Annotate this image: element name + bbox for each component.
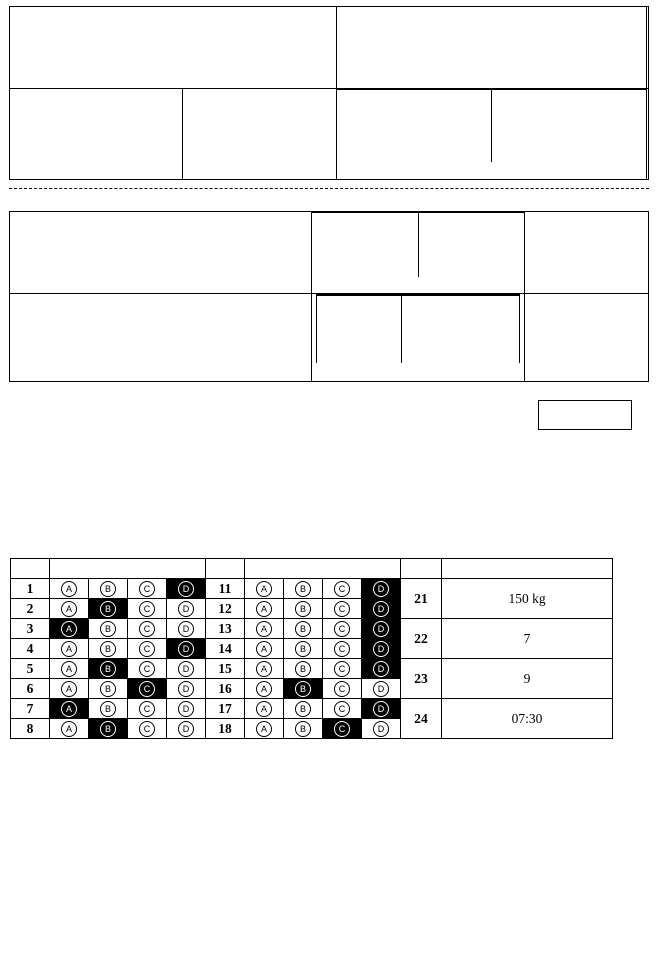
choice-cell-17-a[interactable] bbox=[245, 699, 284, 719]
choice-a-icon: A bbox=[256, 601, 272, 617]
choice-a-icon: A bbox=[61, 721, 77, 737]
choice-cell-3-b[interactable] bbox=[89, 619, 128, 639]
col-header-choice bbox=[50, 559, 206, 579]
choice-cell-4-a[interactable] bbox=[50, 639, 89, 659]
choice-cell-11-c[interactable] bbox=[323, 579, 362, 599]
question-number: 21 bbox=[401, 579, 442, 619]
choice-cell-18-a[interactable] bbox=[245, 719, 284, 739]
choice-cell-16-d[interactable] bbox=[362, 679, 401, 699]
choice-cell-13-b[interactable] bbox=[284, 619, 323, 639]
choice-cell-15-c[interactable] bbox=[323, 659, 362, 679]
choice-cell-3-d[interactable] bbox=[167, 619, 206, 639]
choice-a-icon: A bbox=[61, 681, 77, 697]
choice-c-icon: C bbox=[139, 701, 155, 717]
choice-c-icon: C bbox=[334, 581, 350, 597]
col-header-choice-2 bbox=[245, 559, 401, 579]
choice-cell-13-a[interactable] bbox=[245, 619, 284, 639]
choice-b-icon: B bbox=[295, 721, 311, 737]
choice-cell-18-d[interactable] bbox=[362, 719, 401, 739]
choice-d-icon: D bbox=[178, 721, 194, 737]
choice-cell-5-b[interactable] bbox=[89, 659, 128, 679]
choice-c-icon: C bbox=[334, 701, 350, 717]
choice-cell-7-d[interactable] bbox=[167, 699, 206, 719]
choice-cell-4-d[interactable] bbox=[167, 639, 206, 659]
sequence-number-box-2 bbox=[525, 294, 649, 382]
choice-cell-16-a[interactable] bbox=[245, 679, 284, 699]
question-number: 22 bbox=[401, 619, 442, 659]
proctor-signature-box bbox=[337, 89, 647, 180]
choice-c-icon: C bbox=[139, 601, 155, 617]
choice-cell-2-b[interactable] bbox=[89, 599, 128, 619]
table-row bbox=[11, 579, 613, 599]
choice-c-icon: C bbox=[334, 721, 350, 737]
question-number: 18 bbox=[206, 719, 245, 739]
choice-cell-15-b[interactable] bbox=[284, 659, 323, 679]
choice-cell-11-b[interactable] bbox=[284, 579, 323, 599]
question-number: 1 bbox=[11, 579, 50, 599]
choice-b-icon: B bbox=[100, 681, 116, 697]
choice-cell-14-d[interactable] bbox=[362, 639, 401, 659]
choice-c-icon: C bbox=[139, 661, 155, 677]
choice-d-icon: D bbox=[373, 581, 389, 597]
choice-cell-4-c[interactable] bbox=[128, 639, 167, 659]
choice-d-icon: D bbox=[178, 621, 194, 637]
choice-c-icon: C bbox=[139, 581, 155, 597]
choice-cell-12-d[interactable] bbox=[362, 599, 401, 619]
question-number: 8 bbox=[11, 719, 50, 739]
examiner-signature-box bbox=[312, 212, 525, 294]
choice-c-icon: C bbox=[139, 721, 155, 737]
choice-d-icon: D bbox=[178, 681, 194, 697]
choice-cell-6-b[interactable] bbox=[89, 679, 128, 699]
score-number bbox=[316, 295, 402, 363]
choice-a-icon: A bbox=[256, 681, 272, 697]
question-number: 7 bbox=[11, 699, 50, 719]
choice-d-icon: D bbox=[178, 701, 194, 717]
choice-cell-15-a[interactable] bbox=[245, 659, 284, 679]
choice-a-icon: A bbox=[61, 621, 77, 637]
question-number: 3 bbox=[11, 619, 50, 639]
sequence-number-box bbox=[647, 7, 649, 89]
question-number: 12 bbox=[206, 599, 245, 619]
choice-c-icon: C bbox=[334, 641, 350, 657]
choice-cell-12-b[interactable] bbox=[284, 599, 323, 619]
choice-cell-15-d[interactable] bbox=[362, 659, 401, 679]
question-number: 6 bbox=[11, 679, 50, 699]
choice-cell-13-d[interactable] bbox=[362, 619, 401, 639]
question-number: 16 bbox=[206, 679, 245, 699]
score-box bbox=[312, 294, 525, 382]
choice-cell-14-b[interactable] bbox=[284, 639, 323, 659]
choice-cell-3-c[interactable] bbox=[128, 619, 167, 639]
col-header-question-2 bbox=[206, 559, 245, 579]
choice-b-icon: B bbox=[295, 641, 311, 657]
choice-cell-13-c[interactable] bbox=[323, 619, 362, 639]
choice-cell-1-d[interactable] bbox=[167, 579, 206, 599]
choice-d-icon: D bbox=[373, 721, 389, 737]
choice-cell-8-a[interactable] bbox=[50, 719, 89, 739]
choice-cell-12-c[interactable] bbox=[323, 599, 362, 619]
choice-d-icon: D bbox=[178, 601, 194, 617]
choice-c-icon: C bbox=[334, 661, 350, 677]
choice-cell-1-c[interactable] bbox=[128, 579, 167, 599]
choice-cell-18-c[interactable] bbox=[323, 719, 362, 739]
question-number: 11 bbox=[206, 579, 245, 599]
question-number: 13 bbox=[206, 619, 245, 639]
choice-d-icon: D bbox=[373, 601, 389, 617]
candidate-number-box bbox=[183, 89, 336, 179]
answer-cell[interactable]: 150 kg bbox=[442, 579, 613, 619]
choice-c-icon: C bbox=[139, 621, 155, 637]
choice-d-icon: D bbox=[178, 581, 194, 597]
col-header-question-3 bbox=[401, 559, 442, 579]
choice-cell-17-b[interactable] bbox=[284, 699, 323, 719]
examiner-notes bbox=[10, 294, 312, 382]
choice-a-icon: A bbox=[61, 661, 77, 677]
choice-cell-6-d[interactable] bbox=[167, 679, 206, 699]
choice-b-icon: B bbox=[295, 581, 311, 597]
table-row bbox=[11, 699, 613, 719]
choice-a-icon: A bbox=[256, 621, 272, 637]
choice-b-icon: B bbox=[100, 721, 116, 737]
choice-d-icon: D bbox=[178, 661, 194, 677]
choice-b-icon: B bbox=[295, 701, 311, 717]
choice-d-icon: D bbox=[373, 621, 389, 637]
question-number: 4 bbox=[11, 639, 50, 659]
grading-table bbox=[9, 211, 649, 382]
choice-a-icon: A bbox=[256, 701, 272, 717]
choice-a-icon: A bbox=[256, 721, 272, 737]
choice-cell-16-b[interactable] bbox=[284, 679, 323, 699]
question-1 bbox=[10, 796, 650, 830]
exam-info bbox=[337, 7, 647, 89]
choice-cell-3-a[interactable] bbox=[50, 619, 89, 639]
choice-b-icon: B bbox=[295, 621, 311, 637]
choice-cell-6-c[interactable] bbox=[128, 679, 167, 699]
choice-a-icon: A bbox=[61, 701, 77, 717]
choice-cell-1-a[interactable] bbox=[50, 579, 89, 599]
choice-cell-6-a[interactable] bbox=[50, 679, 89, 699]
question-number: 15 bbox=[206, 659, 245, 679]
choice-a-icon: A bbox=[256, 641, 272, 657]
table-row bbox=[11, 619, 613, 639]
choice-b-icon: B bbox=[100, 641, 116, 657]
secret-number-box bbox=[647, 89, 649, 180]
choice-d-icon: D bbox=[178, 641, 194, 657]
answer-table bbox=[10, 558, 613, 739]
choice-cell-16-c[interactable] bbox=[323, 679, 362, 699]
choice-cell-7-b[interactable] bbox=[89, 699, 128, 719]
choice-cell-5-c[interactable] bbox=[128, 659, 167, 679]
choice-a-icon: A bbox=[61, 641, 77, 657]
choice-cell-2-a[interactable] bbox=[50, 599, 89, 619]
question-number: 2 bbox=[11, 599, 50, 619]
choice-cell-2-d[interactable] bbox=[167, 599, 206, 619]
choice-c-icon: C bbox=[139, 681, 155, 697]
student-advice bbox=[10, 212, 312, 294]
choice-b-icon: B bbox=[295, 601, 311, 617]
choice-a-icon: A bbox=[256, 581, 272, 597]
choice-cell-5-a[interactable] bbox=[50, 659, 89, 679]
choice-c-icon: C bbox=[139, 641, 155, 657]
choice-cell-7-c[interactable] bbox=[128, 699, 167, 719]
choice-cell-11-a[interactable] bbox=[245, 579, 284, 599]
choice-cell-14-a[interactable] bbox=[245, 639, 284, 659]
choice-d-icon: D bbox=[373, 661, 389, 677]
exam-code bbox=[538, 400, 632, 430]
choice-b-icon: B bbox=[100, 661, 116, 677]
question-number: 24 bbox=[401, 699, 442, 739]
question-number: 23 bbox=[401, 659, 442, 699]
question-2 bbox=[10, 865, 650, 882]
choice-cell-8-b[interactable] bbox=[89, 719, 128, 739]
student-info bbox=[10, 7, 337, 89]
question-number: 5 bbox=[11, 659, 50, 679]
question-number: 17 bbox=[206, 699, 245, 719]
choice-c-icon: C bbox=[334, 681, 350, 697]
choice-b-icon: B bbox=[100, 701, 116, 717]
choice-d-icon: D bbox=[373, 701, 389, 717]
col-header-question bbox=[11, 559, 50, 579]
choice-b-icon: B bbox=[100, 581, 116, 597]
choice-d-icon: D bbox=[373, 681, 389, 697]
choice-cell-2-c[interactable] bbox=[128, 599, 167, 619]
choice-b-icon: B bbox=[100, 601, 116, 617]
choice-cell-5-d[interactable] bbox=[167, 659, 206, 679]
choice-cell-17-c[interactable] bbox=[323, 699, 362, 719]
choice-cell-11-d[interactable] bbox=[362, 579, 401, 599]
table-row bbox=[11, 659, 613, 679]
choice-cell-18-b[interactable] bbox=[284, 719, 323, 739]
question-number: 14 bbox=[206, 639, 245, 659]
choice-b-icon: B bbox=[295, 661, 311, 677]
choice-b-icon: B bbox=[100, 621, 116, 637]
header-table bbox=[9, 6, 649, 180]
answer-cell[interactable]: 7 bbox=[442, 619, 613, 659]
choice-d-icon: D bbox=[373, 641, 389, 657]
choice-cell-4-b[interactable] bbox=[89, 639, 128, 659]
choice-c-icon: C bbox=[334, 621, 350, 637]
choice-c-icon: C bbox=[334, 601, 350, 617]
test-info bbox=[10, 89, 337, 180]
answer-cell[interactable]: 9 bbox=[442, 659, 613, 699]
choice-b-icon: B bbox=[295, 681, 311, 697]
secret-number-box-2 bbox=[525, 212, 649, 294]
choice-cell-12-a[interactable] bbox=[245, 599, 284, 619]
choice-cell-8-d[interactable] bbox=[167, 719, 206, 739]
choice-cell-7-a[interactable] bbox=[50, 699, 89, 719]
score-words bbox=[402, 295, 520, 363]
choice-cell-14-c[interactable] bbox=[323, 639, 362, 659]
choice-a-icon: A bbox=[61, 601, 77, 617]
answer-cell[interactable]: 07:30 bbox=[442, 699, 613, 739]
choice-cell-17-d[interactable] bbox=[362, 699, 401, 719]
cut-line bbox=[9, 188, 649, 189]
choice-a-icon: A bbox=[61, 581, 77, 597]
choice-a-icon: A bbox=[256, 661, 272, 677]
col-header-answer bbox=[442, 559, 613, 579]
choice-cell-1-b[interactable] bbox=[89, 579, 128, 599]
choice-cell-8-c[interactable] bbox=[128, 719, 167, 739]
